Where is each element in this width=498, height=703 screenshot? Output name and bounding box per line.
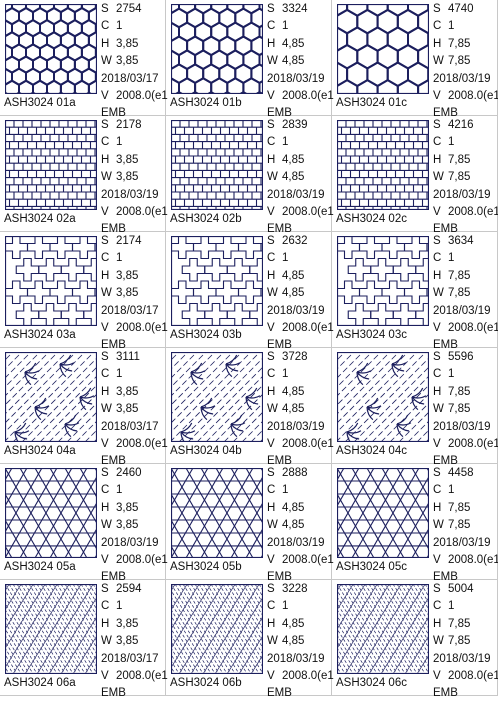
stitch-count: 2888 xyxy=(282,467,308,479)
version-value: 2008.0(e1 xyxy=(116,438,168,450)
file-format: EMB xyxy=(433,107,458,119)
stitch-count: 3728 xyxy=(282,351,308,363)
design-cell[interactable] xyxy=(0,116,166,232)
design-name: ASH3024 03b xyxy=(170,329,242,341)
width-label: W xyxy=(101,169,116,186)
width-label: W xyxy=(101,633,116,650)
version-label: V xyxy=(433,668,448,685)
color-count: 1 xyxy=(448,20,454,32)
width-value: 3,85 xyxy=(116,55,138,67)
stitches-label: S xyxy=(267,581,282,598)
height-label: H xyxy=(101,152,116,169)
design-meta xyxy=(267,465,334,587)
color-count: 1 xyxy=(282,20,288,32)
pattern-thumbnail[interactable] xyxy=(337,584,429,674)
height-label: H xyxy=(267,36,282,53)
width-value: 7,85 xyxy=(448,171,470,183)
design-meta xyxy=(433,349,498,471)
color-count: 1 xyxy=(282,136,288,148)
height-label: H xyxy=(101,384,116,401)
design-date: 2018/03/19 xyxy=(267,421,325,433)
file-format: EMB xyxy=(267,455,292,467)
version-label: V xyxy=(267,552,282,569)
design-date: 2018/03/19 xyxy=(433,653,491,665)
stitch-count: 3324 xyxy=(282,3,308,15)
design-meta xyxy=(433,117,498,239)
color-count: 1 xyxy=(116,136,122,148)
width-label: W xyxy=(433,169,448,186)
design-meta xyxy=(267,233,334,355)
width-value: 3,85 xyxy=(116,635,138,647)
design-cell[interactable] xyxy=(166,232,332,348)
design-meta xyxy=(433,1,498,123)
width-value: 4,85 xyxy=(282,403,304,415)
stitches-label: S xyxy=(433,581,448,598)
color-count: 1 xyxy=(116,600,122,612)
version-label: V xyxy=(267,320,282,337)
design-date: 2018/03/19 xyxy=(267,653,325,665)
stitch-count: 4740 xyxy=(448,3,474,15)
stitches-label: S xyxy=(433,465,448,482)
color-count: 1 xyxy=(448,368,454,380)
pattern-thumbnail[interactable] xyxy=(337,352,429,442)
stitches-label: S xyxy=(101,465,116,482)
version-value: 2008.0(e1 xyxy=(448,90,498,102)
design-meta xyxy=(433,581,498,703)
width-value: 3,85 xyxy=(116,171,138,183)
file-format: EMB xyxy=(267,339,292,351)
file-format: EMB xyxy=(267,107,292,119)
width-value: 3,85 xyxy=(116,403,138,415)
stitches-label: S xyxy=(101,349,116,366)
design-cell[interactable] xyxy=(0,0,166,116)
version-value: 2008.0(e1 xyxy=(116,322,168,334)
colors-label: C xyxy=(267,482,282,499)
design-name: ASH3024 06c xyxy=(336,677,407,689)
design-cell[interactable] xyxy=(166,116,332,232)
design-name: ASH3024 05a xyxy=(4,561,76,573)
design-cell[interactable] xyxy=(166,348,332,464)
design-cell[interactable] xyxy=(0,464,166,580)
file-format: EMB xyxy=(101,223,126,235)
stitches-label: S xyxy=(433,349,448,366)
colors-label: C xyxy=(267,134,282,151)
width-value: 7,85 xyxy=(448,635,470,647)
design-date: 2018/03/19 xyxy=(433,537,491,549)
color-count: 1 xyxy=(282,600,288,612)
design-date: 2018/03/17 xyxy=(101,421,159,433)
design-meta xyxy=(267,117,334,239)
design-date: 2018/03/19 xyxy=(267,189,325,201)
design-date: 2018/03/19 xyxy=(101,537,159,549)
design-cell[interactable] xyxy=(332,348,498,464)
color-count: 1 xyxy=(282,252,288,264)
version-value: 2008.0(e1 xyxy=(116,554,168,566)
design-cell[interactable] xyxy=(0,580,166,696)
stitches-label: S xyxy=(101,581,116,598)
version-value: 2008.0(e1 xyxy=(448,322,498,334)
design-meta xyxy=(433,465,498,587)
colors-label: C xyxy=(101,134,116,151)
height-label: H xyxy=(433,384,448,401)
colors-label: C xyxy=(101,366,116,383)
stitch-count: 2594 xyxy=(116,583,142,595)
height-value: 4,85 xyxy=(282,618,304,630)
version-value: 2008.0(e1 xyxy=(448,670,498,682)
stitches-label: S xyxy=(267,117,282,134)
design-date: 2018/03/19 xyxy=(267,305,325,317)
width-label: W xyxy=(267,285,282,302)
design-meta xyxy=(101,349,168,471)
colors-label: C xyxy=(267,366,282,383)
height-label: H xyxy=(433,36,448,53)
design-name: ASH3024 06b xyxy=(170,677,242,689)
version-label: V xyxy=(267,204,282,221)
height-value: 7,85 xyxy=(448,386,470,398)
stitch-count: 5004 xyxy=(448,583,474,595)
width-label: W xyxy=(433,285,448,302)
file-format: EMB xyxy=(267,571,292,583)
version-value: 2008.0(e1 xyxy=(282,554,334,566)
pattern-thumbnail[interactable] xyxy=(5,468,97,558)
pattern-thumbnail[interactable] xyxy=(5,352,97,442)
file-format: EMB xyxy=(433,687,458,699)
height-value: 7,85 xyxy=(448,38,470,50)
file-format: EMB xyxy=(267,223,292,235)
stitch-count: 2178 xyxy=(116,119,142,131)
stitch-count: 2754 xyxy=(116,3,142,15)
design-name: ASH3024 03c xyxy=(336,329,407,341)
version-label: V xyxy=(267,88,282,105)
color-count: 1 xyxy=(282,484,288,496)
height-value: 7,85 xyxy=(448,502,470,514)
pattern-thumbnail[interactable] xyxy=(337,236,429,326)
design-date: 2018/03/19 xyxy=(267,537,325,549)
colors-label: C xyxy=(101,250,116,267)
width-value: 4,85 xyxy=(282,519,304,531)
stitches-label: S xyxy=(267,349,282,366)
width-value: 7,85 xyxy=(448,287,470,299)
color-count: 1 xyxy=(116,368,122,380)
height-value: 3,85 xyxy=(116,38,138,50)
design-cell[interactable] xyxy=(166,464,332,580)
width-value: 4,85 xyxy=(282,635,304,647)
stitches-label: S xyxy=(433,117,448,134)
version-label: V xyxy=(101,668,116,685)
width-label: W xyxy=(433,53,448,70)
height-value: 3,85 xyxy=(116,154,138,166)
color-count: 1 xyxy=(282,368,288,380)
colors-label: C xyxy=(433,18,448,35)
colors-label: C xyxy=(433,598,448,615)
colors-label: C xyxy=(101,18,116,35)
width-label: W xyxy=(267,517,282,534)
stitch-count: 2460 xyxy=(116,467,142,479)
height-label: H xyxy=(101,616,116,633)
design-date: 2018/03/19 xyxy=(433,73,491,85)
version-value: 2008.0(e1 xyxy=(448,206,498,218)
width-label: W xyxy=(433,401,448,418)
height-value: 3,85 xyxy=(116,618,138,630)
version-label: V xyxy=(433,436,448,453)
design-name: ASH3024 01b xyxy=(170,97,242,109)
version-label: V xyxy=(433,552,448,569)
version-value: 2008.0(e1 xyxy=(116,90,168,102)
pattern-thumbnail[interactable] xyxy=(171,236,263,326)
file-format: EMB xyxy=(433,455,458,467)
design-date: 2018/03/17 xyxy=(101,305,159,317)
file-format: EMB xyxy=(101,455,126,467)
version-label: V xyxy=(101,320,116,337)
height-label: H xyxy=(101,36,116,53)
design-meta xyxy=(433,233,498,355)
pattern-thumbnail[interactable] xyxy=(337,468,429,558)
pattern-thumbnail[interactable] xyxy=(337,120,429,210)
width-label: W xyxy=(101,285,116,302)
file-format: EMB xyxy=(433,223,458,235)
pattern-thumbnail[interactable] xyxy=(5,584,97,674)
design-date: 2018/03/19 xyxy=(433,189,491,201)
version-value: 2008.0(e1 xyxy=(448,438,498,450)
design-date: 2018/03/19 xyxy=(267,73,325,85)
color-count: 1 xyxy=(116,20,122,32)
stitches-label: S xyxy=(101,233,116,250)
stitch-count: 4458 xyxy=(448,467,474,479)
design-meta xyxy=(101,581,168,703)
version-value: 2008.0(e1 xyxy=(116,206,168,218)
height-value: 4,85 xyxy=(282,154,304,166)
height-value: 7,85 xyxy=(448,270,470,282)
height-value: 4,85 xyxy=(282,502,304,514)
height-label: H xyxy=(433,152,448,169)
design-name: ASH3024 01a xyxy=(4,97,76,109)
height-label: H xyxy=(267,268,282,285)
file-format: EMB xyxy=(101,339,126,351)
version-value: 2008.0(e1 xyxy=(116,670,168,682)
file-format: EMB xyxy=(433,571,458,583)
pattern-thumbnail[interactable] xyxy=(171,352,263,442)
height-label: H xyxy=(101,268,116,285)
stitch-count: 3111 xyxy=(116,351,140,363)
version-label: V xyxy=(433,88,448,105)
height-label: H xyxy=(267,152,282,169)
design-cell[interactable] xyxy=(332,0,498,116)
width-label: W xyxy=(267,401,282,418)
color-count: 1 xyxy=(448,484,454,496)
color-count: 1 xyxy=(448,252,454,264)
height-label: H xyxy=(433,268,448,285)
colors-label: C xyxy=(267,250,282,267)
height-label: H xyxy=(267,384,282,401)
colors-label: C xyxy=(101,482,116,499)
stitch-count: 3228 xyxy=(282,583,308,595)
color-count: 1 xyxy=(116,484,122,496)
version-label: V xyxy=(101,88,116,105)
height-label: H xyxy=(267,500,282,517)
version-value: 2008.0(e1 xyxy=(282,670,334,682)
height-value: 3,85 xyxy=(116,386,138,398)
design-date: 2018/03/19 xyxy=(433,305,491,317)
version-value: 2008.0(e1 xyxy=(282,438,334,450)
file-format: EMB xyxy=(433,339,458,351)
stitches-label: S xyxy=(101,1,116,18)
width-value: 3,85 xyxy=(116,287,138,299)
pattern-thumbnail[interactable] xyxy=(171,468,263,558)
stitches-label: S xyxy=(101,117,116,134)
stitch-count: 4216 xyxy=(448,119,474,131)
width-value: 4,85 xyxy=(282,287,304,299)
design-meta xyxy=(267,1,334,123)
design-date: 2018/03/19 xyxy=(433,421,491,433)
version-label: V xyxy=(101,436,116,453)
colors-label: C xyxy=(433,250,448,267)
width-label: W xyxy=(101,53,116,70)
design-cell[interactable] xyxy=(332,464,498,580)
design-meta xyxy=(101,233,168,355)
design-name: ASH3024 05b xyxy=(170,561,242,573)
version-label: V xyxy=(267,436,282,453)
design-name: ASH3024 04a xyxy=(4,445,76,457)
width-value: 4,85 xyxy=(282,171,304,183)
version-label: V xyxy=(433,320,448,337)
design-cell[interactable] xyxy=(166,580,332,696)
width-label: W xyxy=(267,633,282,650)
design-name: ASH3024 01c xyxy=(336,97,407,109)
version-value: 2008.0(e1 xyxy=(282,206,334,218)
file-format: EMB xyxy=(101,571,126,583)
height-label: H xyxy=(433,500,448,517)
stitch-count: 5596 xyxy=(448,351,474,363)
height-value: 4,85 xyxy=(282,386,304,398)
colors-label: C xyxy=(267,18,282,35)
height-label: H xyxy=(267,616,282,633)
height-value: 3,85 xyxy=(116,502,138,514)
design-cell[interactable] xyxy=(0,232,166,348)
file-format: EMB xyxy=(101,107,126,119)
height-value: 3,85 xyxy=(116,270,138,282)
height-value: 7,85 xyxy=(448,154,470,166)
design-name: ASH3024 06a xyxy=(4,677,76,689)
version-label: V xyxy=(101,552,116,569)
colors-label: C xyxy=(267,598,282,615)
file-format: EMB xyxy=(267,687,292,699)
colors-label: C xyxy=(433,482,448,499)
design-date: 2018/03/19 xyxy=(101,189,159,201)
design-meta xyxy=(101,117,168,239)
width-value: 7,85 xyxy=(448,403,470,415)
width-value: 4,85 xyxy=(282,55,304,67)
design-meta xyxy=(267,349,334,471)
version-label: V xyxy=(101,204,116,221)
stitch-count: 3634 xyxy=(448,235,474,247)
design-name: ASH3024 03a xyxy=(4,329,76,341)
height-label: H xyxy=(101,500,116,517)
color-count: 1 xyxy=(116,252,122,264)
version-label: V xyxy=(267,668,282,685)
width-value: 7,85 xyxy=(448,55,470,67)
version-value: 2008.0(e1 xyxy=(282,322,334,334)
stitch-count: 2632 xyxy=(282,235,308,247)
width-label: W xyxy=(433,633,448,650)
design-cell[interactable] xyxy=(0,348,166,464)
design-cell[interactable] xyxy=(332,232,498,348)
height-label: H xyxy=(433,616,448,633)
width-label: W xyxy=(101,401,116,418)
pattern-thumbnail[interactable] xyxy=(171,584,263,674)
stitch-count: 2839 xyxy=(282,119,308,131)
stitches-label: S xyxy=(267,233,282,250)
width-label: W xyxy=(267,53,282,70)
pattern-thumbnail[interactable] xyxy=(5,120,97,210)
design-name: ASH3024 02a xyxy=(4,213,76,225)
design-cell[interactable] xyxy=(332,116,498,232)
version-value: 2008.0(e1 xyxy=(282,90,334,102)
design-cell[interactable] xyxy=(332,580,498,696)
pattern-thumbnail[interactable] xyxy=(171,4,263,94)
design-name: ASH3024 02c xyxy=(336,213,407,225)
stitches-label: S xyxy=(433,233,448,250)
version-value: 2008.0(e1 xyxy=(448,554,498,566)
design-meta xyxy=(267,581,334,703)
stitch-count: 2174 xyxy=(116,235,142,247)
color-count: 1 xyxy=(448,136,454,148)
stitches-label: S xyxy=(267,1,282,18)
height-value: 4,85 xyxy=(282,38,304,50)
design-cell[interactable] xyxy=(166,0,332,116)
colors-label: C xyxy=(101,598,116,615)
design-meta xyxy=(101,1,168,123)
design-date: 2018/03/17 xyxy=(101,73,159,85)
height-value: 4,85 xyxy=(282,270,304,282)
width-value: 7,85 xyxy=(448,519,470,531)
width-label: W xyxy=(433,517,448,534)
design-name: ASH3024 04c xyxy=(336,445,407,457)
version-label: V xyxy=(433,204,448,221)
design-name: ASH3024 05c xyxy=(336,561,407,573)
width-label: W xyxy=(267,169,282,186)
design-meta xyxy=(101,465,168,587)
width-label: W xyxy=(101,517,116,534)
pattern-thumbnail[interactable] xyxy=(337,4,429,94)
pattern-thumbnail[interactable] xyxy=(171,120,263,210)
design-name: ASH3024 02b xyxy=(170,213,242,225)
stitches-label: S xyxy=(267,465,282,482)
pattern-thumbnail[interactable] xyxy=(5,4,97,94)
color-count: 1 xyxy=(448,600,454,612)
colors-label: C xyxy=(433,366,448,383)
colors-label: C xyxy=(433,134,448,151)
pattern-thumbnail[interactable] xyxy=(5,236,97,326)
stitches-label: S xyxy=(433,1,448,18)
file-format: EMB xyxy=(101,687,126,699)
width-value: 3,85 xyxy=(116,519,138,531)
height-value: 7,85 xyxy=(448,618,470,630)
design-date: 2018/03/17 xyxy=(101,653,159,665)
design-name: ASH3024 04b xyxy=(170,445,242,457)
